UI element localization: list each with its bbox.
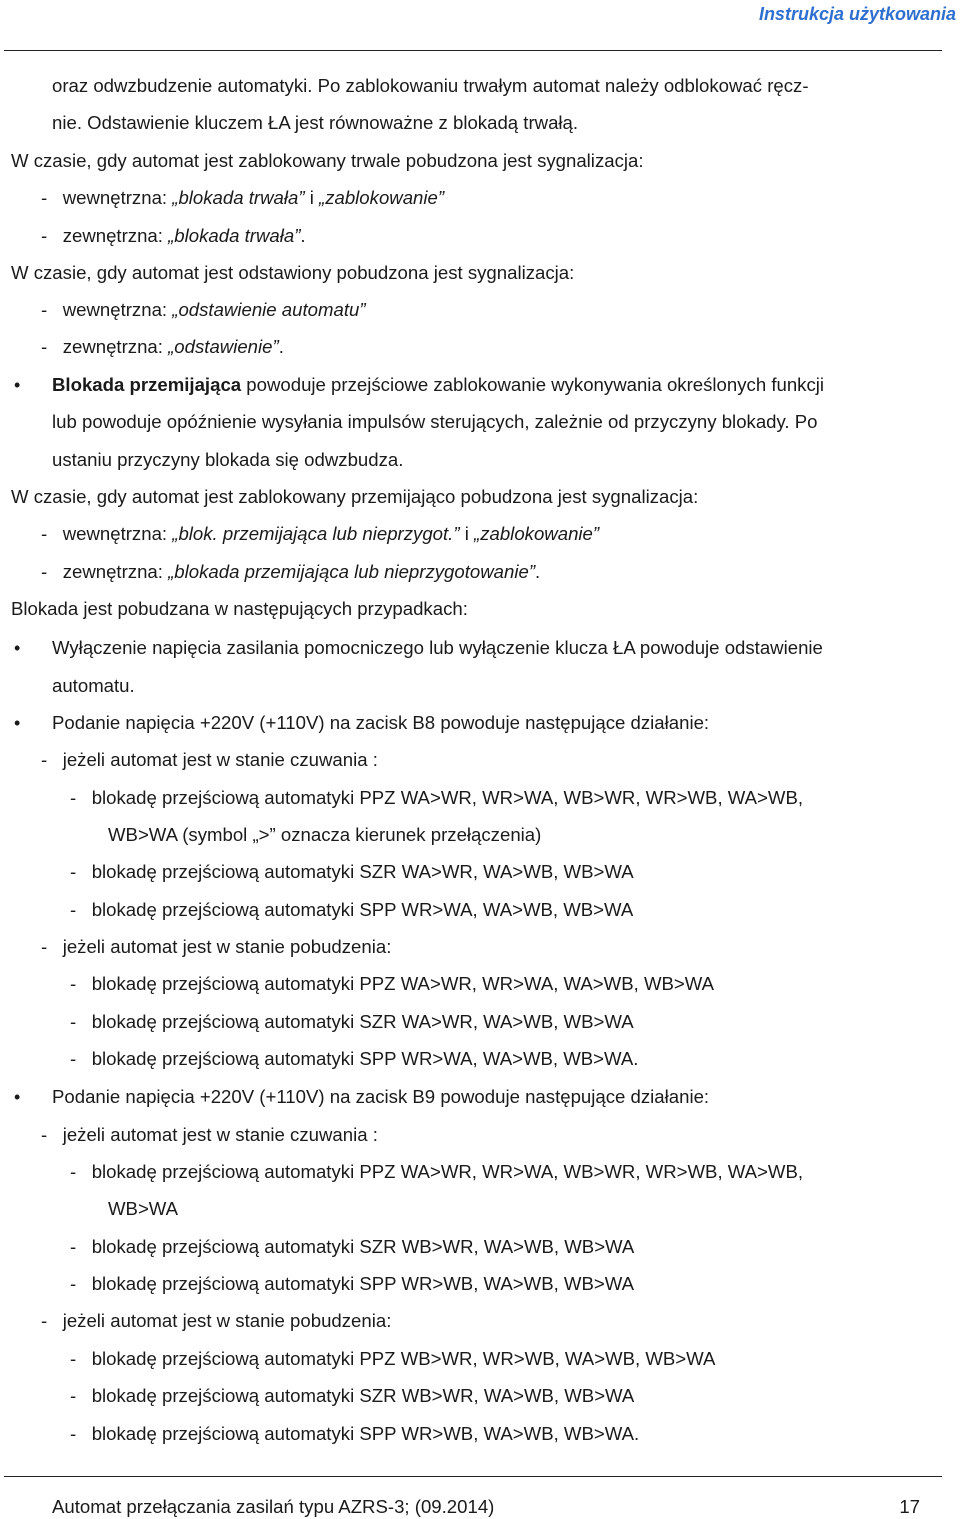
list-item: - blokadę przejściową automatyki SZR WA>WR, WA>WB, WB>WA	[70, 861, 634, 882]
text-line: Podanie napięcia +220V (+110V) na zacisk B8 powoduje następujące działanie:	[52, 712, 710, 733]
list-item: - jeżeli automat jest w stanie pobudzenia:	[41, 1310, 392, 1331]
list-item: - wewnętrzna: „odstawienie automatu”	[41, 299, 366, 320]
text-line: automatu.	[52, 675, 135, 696]
text-line: Blokada przemijająca powoduje przejściowe zablokowanie wykonywania określonych funkcji	[52, 374, 825, 395]
page-header-title: Instrukcja użytkowania	[758, 4, 956, 24]
list-item: - blokadę przejściową automatyki SPP WR>WA, WA>WB, WB>WA.	[70, 1048, 639, 1069]
list-item: - blokadę przejściową automatyki PPZ WA>WR, WR>WA, WB>WR, WR>WB, WA>WB,	[70, 1161, 804, 1182]
text-line: W czasie, gdy automat jest odstawiony pobudzona jest sygnalizacja:	[11, 262, 575, 283]
bullet-icon: •	[14, 1087, 21, 1107]
list-item: - jeżeli automat jest w stanie czuwania :	[41, 1124, 378, 1145]
list-item: - zewnętrzna: „odstawienie”.	[41, 336, 284, 357]
bullet-icon: •	[14, 638, 21, 658]
text-line: Wyłączenie napięcia zasilania pomocniczego lub wyłączenie klucza ŁA powoduje odstawienie	[52, 637, 823, 658]
text-line: Podanie napięcia +220V (+110V) na zacisk B9 powoduje następujące działanie:	[52, 1086, 710, 1107]
list-item: - blokadę przejściową automatyki SPP WR>WB, WA>WB, WB>WA.	[70, 1423, 640, 1444]
list-item: - blokadę przejściową automatyki SPP WR>WA, WA>WB, WB>WA	[70, 899, 634, 920]
list-item: - blokadę przejściową automatyki SZR WB>WR, WA>WB, WB>WA	[70, 1236, 635, 1257]
footer-rule	[4, 1476, 942, 1477]
list-item: - wewnętrzna: „blokada trwała” i „zablokowanie”	[41, 187, 445, 208]
list-item: - blokadę przejściową automatyki SPP WR>WB, WA>WB, WB>WA	[70, 1273, 634, 1294]
text-line: nie. Odstawienie kluczem ŁA jest równoważne z blokadą trwałą.	[52, 112, 579, 133]
list-item: - jeżeli automat jest w stanie czuwania :	[41, 749, 378, 770]
text-line: W czasie, gdy automat jest zablokowany trwale pobudzona jest sygnalizacja:	[11, 150, 644, 171]
text-line: ustaniu przyczyny blokada się odwzbudza.	[52, 449, 404, 470]
bullet-icon: •	[14, 375, 21, 395]
list-item: - zewnętrzna: „blokada przemijająca lub nieprzygotowanie”.	[41, 561, 541, 582]
bullet-icon: •	[14, 713, 21, 733]
list-item: - wewnętrzna: „blok. przemijająca lub nieprzygot.” i „zablokowanie”	[41, 523, 600, 544]
text-line: W czasie, gdy automat jest zablokowany przemijająco pobudzona jest sygnalizacja:	[11, 486, 699, 507]
list-item: - jeżeli automat jest w stanie pobudzenia:	[41, 936, 392, 957]
list-item: - blokadę przejściową automatyki SZR WB>WR, WA>WB, WB>WA	[70, 1385, 635, 1406]
list-item: - blokadę przejściową automatyki PPZ WB>WR, WR>WB, WA>WB, WB>WA	[70, 1348, 716, 1369]
footer-document-title: Automat przełączania zasilań typu AZRS-3; (09.2014)	[52, 1496, 495, 1517]
text-line: Blokada jest pobudzana w następujących przypadkach:	[11, 598, 468, 619]
list-item: - blokadę przejściową automatyki PPZ WA>WR, WR>WA, WA>WB, WB>WA	[70, 973, 715, 994]
list-item: - blokadę przejściową automatyki PPZ WA>WR, WR>WA, WB>WR, WR>WB, WA>WB,	[70, 787, 804, 808]
footer-page-number: 17	[899, 1496, 920, 1517]
text-line: lub powoduje opóźnienie wysyłania impulsów sterujących, zależnie od przyczyny blokady. Po	[52, 411, 818, 432]
header-rule	[4, 50, 942, 51]
list-item: - zewnętrzna: „blokada trwała”.	[41, 225, 306, 246]
text-line: oraz odwzbudzenie automatyki. Po zablokowaniu trwałym automat należy odblokować ręcz-	[52, 75, 809, 96]
list-item: WB>WA (symbol „>” oznacza kierunek przełączenia)	[108, 824, 542, 845]
list-item: WB>WA	[108, 1198, 179, 1219]
list-item: - blokadę przejściową automatyki SZR WA>WR, WA>WB, WB>WA	[70, 1011, 634, 1032]
